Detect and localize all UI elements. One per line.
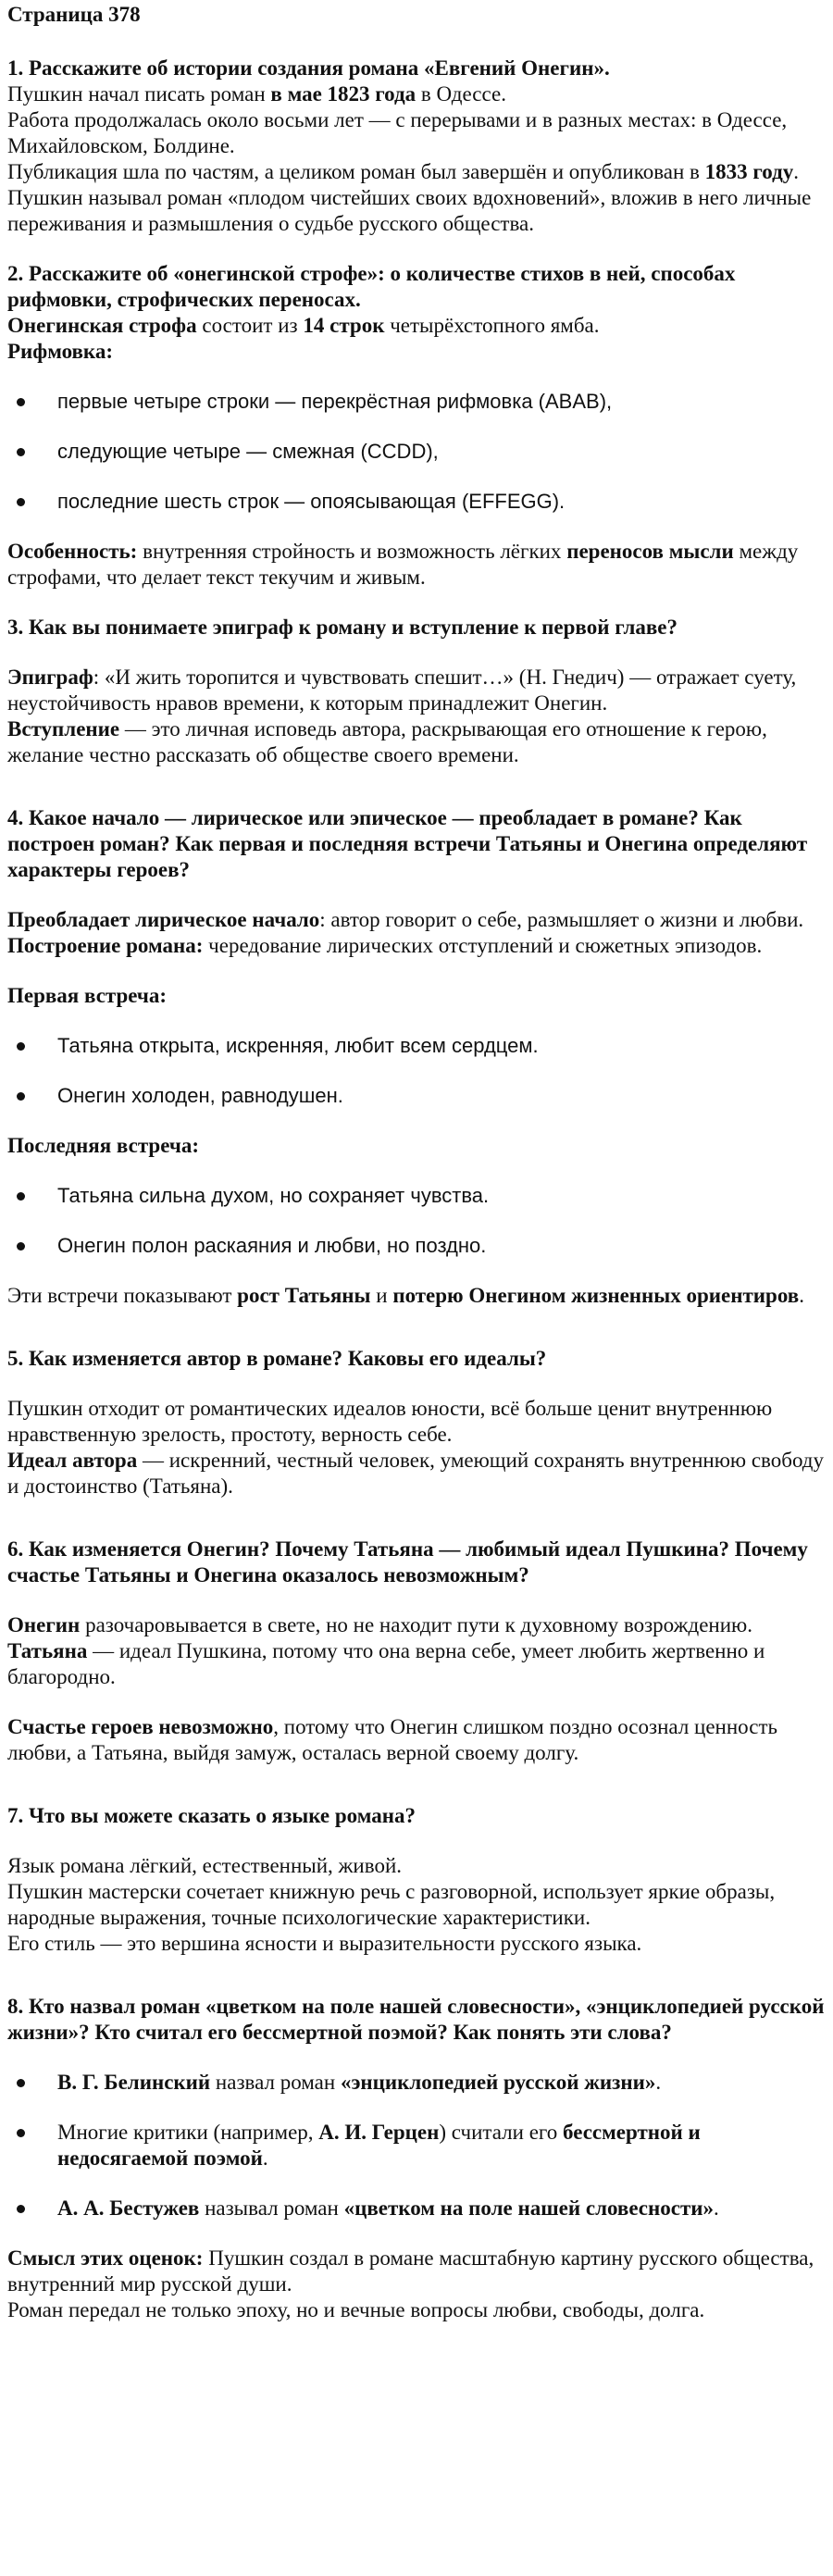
- question-7: [7, 1803, 827, 1957]
- bullet-icon: [17, 2205, 25, 2213]
- question-4: [7, 805, 827, 1309]
- list-item: А. А. Бестужев называл роман «цветком на поле нашей словесности».: [7, 2196, 827, 2221]
- answer-paragraph: Преобладает лирическое начало: автор говорит о себе, размышляет о жизни и любви.: [7, 908, 804, 931]
- bullet-icon: [17, 1242, 25, 1251]
- bullet-icon: [17, 498, 25, 506]
- list-item: следующие четыре — смежная (CCDD),: [7, 439, 827, 465]
- rhyme-label: Рифмовка:: [7, 340, 113, 363]
- question-5: [7, 1346, 827, 1500]
- list-item: первые четыре строки — перекрёстная рифмовка (ABAB),: [7, 389, 827, 415]
- first-meeting-list: [7, 1033, 827, 1109]
- answer-paragraph: Эпиграф: «И жить торопится и чувствовать спешит…» (Н. Гнедич) — отражает суету, неустойчивость нравов времени, к которым принадлежит Онегин.: [7, 666, 797, 715]
- question-title: 1. Расскажите об истории создания романа «Евгений Онегин».: [7, 56, 610, 80]
- answer-paragraph: Его стиль — это вершина ясности и выразительности русского языка.: [7, 1932, 642, 1955]
- answer-paragraph: Пушкин мастерски сочетает книжную речь с разговорной, использует яркие образы, народные выражения, точные психологические характеристики.: [7, 1880, 776, 1929]
- list-item: Татьяна открыта, искренняя, любит всем сердцем.: [7, 1033, 827, 1059]
- answer-paragraph: Особенность: внутренняя стройность и возможность лёгких переносов мысли между строфами, что делает текст текучим и живым.: [7, 540, 799, 589]
- question-title: 6. Как изменяется Онегин? Почему Татьяна — любимый идеал Пушкина? Почему счастье Татьяны и Онегина оказалось невозможным?: [7, 1537, 808, 1587]
- page-title: Страница 378: [7, 3, 141, 26]
- bullet-icon: [17, 2079, 25, 2087]
- list-item: Татьяна сильна духом, но сохраняет чувства.: [7, 1183, 827, 1209]
- question-title: 2. Расскажите об «онегинской строфе»: о количестве стихов в ней, способах рифмовки, строфических переносах.: [7, 262, 736, 311]
- last-meeting-list: [7, 1183, 827, 1259]
- question-title: 7. Что вы можете сказать о языке романа?: [7, 1804, 416, 1827]
- list-item: последние шесть строк — опоясывающая (EFFEGG).: [7, 489, 827, 515]
- question-title: 4. Какое начало — лирическое или эпическое — преобладает в романе? Как построен роман? Как первая и последняя встречи Татьяны и Онегина определяют характеры героев?: [7, 806, 808, 881]
- list-item: В. Г. Белинский назвал роман «энциклопедией русской жизни».: [7, 2070, 827, 2096]
- answer-paragraph: Вступление — это личная исповедь автора, раскрывающая его отношение к герою, желание честно рассказать об обществе своего времени.: [7, 717, 767, 766]
- question-3: [7, 615, 827, 768]
- question-title: 5. Как изменяется автор в романе? Каковы его идеалы?: [7, 1347, 547, 1370]
- answer-paragraph: Эти встречи показывают рост Татьяны и потерю Онегином жизненных ориентиров.: [7, 1284, 804, 1307]
- answer-paragraph: Пушкин отходит от романтических идеалов юности, всё больше ценит внутреннюю нравственную зрелость, простоту, верность себе.: [7, 1397, 773, 1446]
- answer-paragraph: Работа продолжалась около восьми лет — с перерывами и в разных местах: в Одессе, Михайловском, Болдине.: [7, 108, 788, 157]
- answer-paragraph: Пушкин называл роман «плодом чистейших своих вдохновений», вложив в него личные переживания и размышления о судьбе русского общества.: [7, 186, 812, 235]
- bullet-icon: [17, 1042, 25, 1051]
- answer-paragraph: Онегин разочаровывается в свете, но не находит пути к духовному возрождению.: [7, 1613, 752, 1636]
- question-title: 8. Кто назвал роман «цветком на поле нашей словесности», «энциклопедией русской жизни»? Кто считал его бессмертной поэмой? Как понять эти слова?: [7, 1995, 825, 2044]
- list-item: Онегин холоден, равнодушен.: [7, 1083, 827, 1109]
- first-meeting-label: Первая встреча:: [7, 984, 168, 1007]
- answer-paragraph: Пушкин начал писать роман в мае 1823 года в Одессе.: [7, 82, 506, 106]
- bullet-icon: [17, 1092, 25, 1101]
- answer-paragraph: Публикация шла по частям, а целиком роман был завершён и опубликован в 1833 году.: [7, 160, 799, 183]
- answer-paragraph: Язык романа лёгкий, естественный, живой.: [7, 1854, 403, 1877]
- answer-paragraph: Онегинская строфа состоит из 14 строк четырёхстопного ямба.: [7, 314, 600, 337]
- list-item: Многие критики (например, А. И. Герцен) считали его бессмертной и недосягаемой поэмой.: [7, 2120, 827, 2172]
- question-1: [7, 56, 827, 237]
- rhyme-list: [7, 389, 827, 515]
- answer-paragraph: Роман передал не только эпоху, но и вечные вопросы любви, свободы, долга.: [7, 2298, 705, 2321]
- last-meeting-label: Последняя встреча:: [7, 1134, 199, 1157]
- critics-list: [7, 2070, 827, 2221]
- answer-paragraph: Счастье героев невозможно, потому что Онегин слишком поздно осознал ценность любви, а Татьяна, выйдя замуж, осталась верной своему долгу.: [7, 1715, 777, 1764]
- answer-paragraph: Смысл этих оценок: Пушкин создал в романе масштабную картину русского общества, внутренний мир русской души.: [7, 2246, 814, 2296]
- answer-paragraph: Построение романа: чередование лирических отступлений и сюжетных эпизодов.: [7, 934, 763, 957]
- answer-paragraph: Идеал автора — искренний, честный человек, умеющий сохранять внутреннюю свободу и достоинство (Татьяна).: [7, 1449, 824, 1498]
- question-2: [7, 261, 827, 591]
- answer-paragraph: Татьяна — идеал Пушкина, потому что она верна себе, умеет любить жертвенно и благородно.: [7, 1639, 765, 1688]
- bullet-icon: [17, 448, 25, 456]
- bullet-icon: [17, 1192, 25, 1201]
- question-title: 3. Как вы понимаете эпиграф к роману и вступление к первой главе?: [7, 616, 678, 639]
- bullet-icon: [17, 398, 25, 406]
- question-8: [7, 1994, 827, 2323]
- question-6: [7, 1537, 827, 1766]
- bullet-icon: [17, 2129, 25, 2137]
- list-item: Онегин полон раскаяния и любви, но поздно.: [7, 1233, 827, 1259]
